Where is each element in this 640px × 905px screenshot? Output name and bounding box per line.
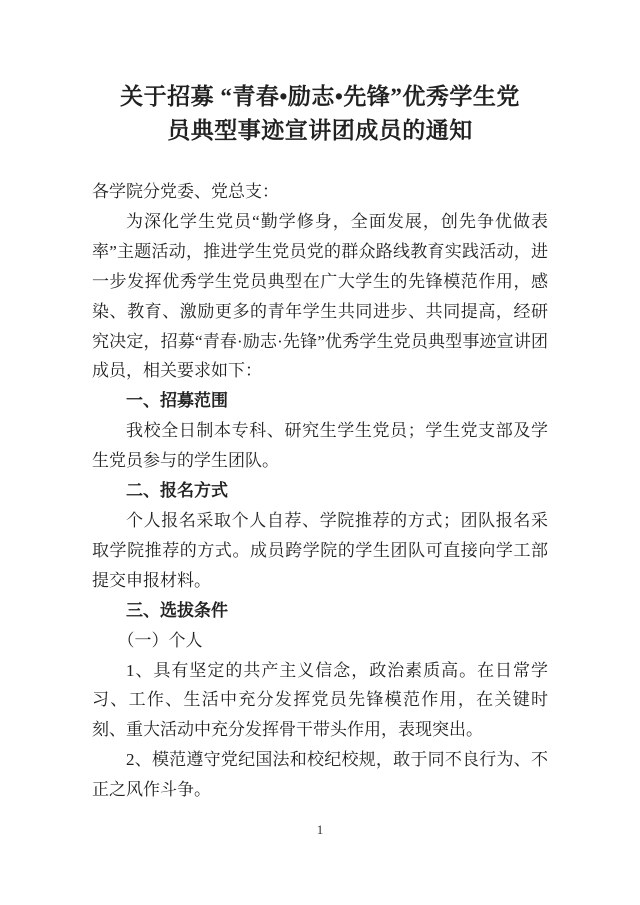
document-title-line-2: 员典型事迹宣讲团成员的通知 <box>167 118 473 143</box>
criteria-item-2: 2、模范遵守党纪国法和校纪校规，敢于同不良行为、不正之风作斗争。 <box>92 750 548 800</box>
recruitment-scope-paragraph: 我校全日制本专科、研究生学生党员；学生党支部及学生党员参与的学生团队。 <box>92 421 548 471</box>
document-title-line-1: 关于招募 “青春•励志•先锋”优秀学生党 <box>120 84 520 109</box>
section-heading-recruitment-scope: 一、招募范围 <box>126 391 228 411</box>
registration-method-paragraph: 个人报名采取个人自荐、学院推荐的方式；团队报名采取学院推荐的方式。成员跨学院的学生团队可直接向学工部提交申报材料。 <box>92 510 548 590</box>
page-number: 1 <box>316 822 324 837</box>
criteria-item-1: 1、具有坚定的共产主义信念，政治素质高。在日常学习、工作、生活中充分发挥党员先锋模范作用，在关键时刻、重大活动中充分发挥骨干带头作用，表现突出。 <box>92 660 548 740</box>
salutation: 各学院分党委、党总支： <box>92 182 279 201</box>
section-heading-registration-method: 二、报名方式 <box>126 481 228 501</box>
document-title <box>92 80 548 148</box>
section-heading-selection-criteria: 三、选拔条件 <box>126 600 228 620</box>
intro-paragraph: 为深化学生党员“勤学修身，全面发展，创先争优做表率”主题活动，推进学生党员党的群众路线教育实践活动，进一步发挥优秀学生党员典型在广大学生的先锋模范作用，感染、教育、激励更多的青年学生共同进步、共同提高，经研究决定，招募“青春·励志·先锋”优秀学生党员典型事迹宣讲团成员，相关要求如下： <box>92 211 548 381</box>
subsection-heading-individual: （一）个人 <box>117 630 203 650</box>
document-body <box>92 177 548 805</box>
